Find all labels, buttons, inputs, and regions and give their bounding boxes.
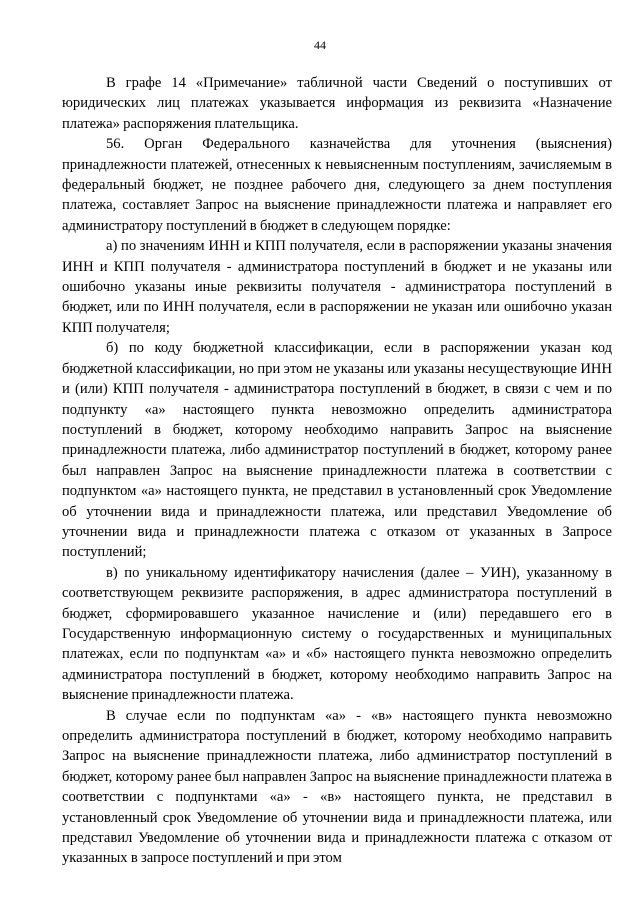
paragraph-clause-56: 56. Орган Федерального казначейства для уточнения (выяснения) принадлежности платежей, отнесенных к невыясненным поступлениям, зачисляемым в федеральный бюджет, не позднее рабочего дня, следующего за днем поступления платежа, составляет Запрос на выяснение принадлежности платежа и направляет его администратору поступлений в бюджет в следующем порядке: xyxy=(62,136,612,234)
document-body xyxy=(62,73,612,869)
paragraph-subclause-v: в) по уникальному идентификатору начисления (далее – УИН), указанному в соответствующем реквизите распоряжения, в адрес администратора поступлений в бюджет, сформировавшего указанное начисление и (или) передавшего его в Государственную информационную систему о государственных и муниципальных платежах, если по подпунктам «а» и «б» настоящего пункта невозможно определить администратора поступлений в бюджет, которому необходимо направить Запрос на выяснение принадлежности платежа. xyxy=(62,564,612,704)
paragraph-subclause-b: б) по коду бюджетной классификации, если в распоряжении указан код бюджетной классификации, но при этом не указаны или указаны несуществующие ИНН и (или) КПП получателя - администратора поступлений в бюджет, в связи с чем и по подпункту «а» настоящего пункта невозможно определить администратора поступлений в бюджет, которому необходимо направить Запрос на выяснение принадлежности платежа, либо администратор поступлений в бюджет, которому ранее был направлен Запрос на выяснение принадлежности платежа в соответствии с подпунктом «а» настоящего пункта, не представил в установленный срок Уведомление об уточнении вида и принадлежности платежа, или представил Уведомление об уточнении вида и принадлежности платежа с отказом от указанных в Запросе поступлений; xyxy=(62,340,612,561)
paragraph-fallback-case: В случае если по подпунктам «а» - «в» настоящего пункта невозможно определить администратора поступлений в бюджет, которому необходимо направить Запрос на выяснение принадлежности платежа, либо администратор поступлений в бюджет, которому ранее был направлен Запрос на выяснение принадлежности платежа в соответствии с подпунктами «а» - «в» настоящего пункта, не представил в установленный срок Уведомление об уточнении вида и принадлежности платежа, или представил Уведомление об уточнении вида и принадлежности платежа с отказом от указанных в запросе поступлений и при этом xyxy=(62,707,612,867)
paragraph-subclause-a: а) по значениям ИНН и КПП получателя, если в распоряжении указаны значения ИНН и КПП получателя - администратора поступлений в бюджет и не указаны или ошибочно указаны иные реквизиты получателя - администратора поступлений в бюджет, или по ИНН получателя, если в распоряжении не указан или ошибочно указан КПП получателя; xyxy=(62,238,612,336)
page-number: 44 xyxy=(314,38,326,52)
paragraph-remark-column: В графе 14 «Примечание» табличной части Сведений о поступивших от юридических лиц платежах указывается информация из реквизита «Назначение платежа» распоряжения плательщика. xyxy=(62,75,612,132)
